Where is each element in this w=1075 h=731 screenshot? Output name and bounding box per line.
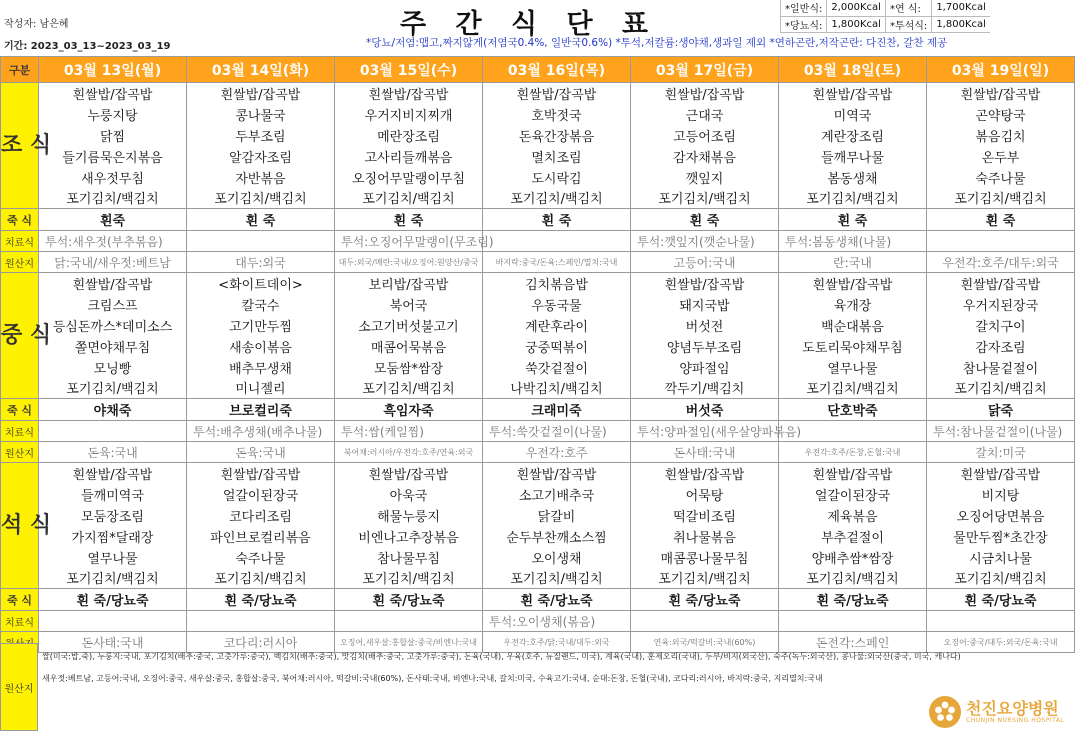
menu-cell: 돼지국밥 — [631, 294, 779, 315]
menu-cell: 볶음김치 — [927, 125, 1075, 146]
menu-cell: 고기만두찜 — [187, 315, 335, 336]
therapy-cell — [483, 231, 631, 252]
origin-cell: 우전각:호주 — [483, 442, 631, 463]
menu-cell: 포기김치/백김치 — [335, 568, 483, 589]
therapy-cell — [779, 611, 927, 632]
day-header: 03월 16일(목) — [483, 57, 631, 83]
origin-cell: 돈육:국내 — [187, 442, 335, 463]
hospital-name: 천진요양병원 — [966, 699, 1059, 718]
menu-cell: 흰쌀밥/잡곡밥 — [927, 463, 1075, 484]
menu-cell: 호박젓국 — [483, 104, 631, 125]
menu-cell: 깍두기/백김치 — [631, 378, 779, 399]
menu-cell: 가지찜*달래장 — [39, 526, 187, 547]
therapy-label: 치료식 — [1, 421, 39, 442]
origin-cell: 북어채:러시아/우전각:호주/연육:외국 — [335, 442, 483, 463]
therapy-cell — [927, 231, 1075, 252]
therapy-cell: 투석:배추생채(배추나물) — [187, 421, 335, 442]
therapy-cell — [187, 231, 335, 252]
calorie-row — [781, 0, 990, 16]
therapy-cell — [187, 611, 335, 632]
therapy-cell: 투석:오징어무말랭이(무조림) — [335, 231, 483, 252]
dish-row — [1, 378, 1075, 399]
menu-cell: 미니젤리 — [187, 378, 335, 399]
calorie-label: *당뇨식: — [781, 16, 827, 32]
porridge-cell: 버섯죽 — [631, 399, 779, 421]
origin-cell: 코다리:러시아 — [187, 632, 335, 653]
menu-cell: 포기김치/백김치 — [631, 568, 779, 589]
menu-cell: 육개장 — [779, 294, 927, 315]
dish-row — [1, 315, 1075, 336]
menu-cell: 흰쌀밥/잡곡밥 — [39, 273, 187, 294]
menu-cell: 흰쌀밥/잡곡밥 — [631, 463, 779, 484]
menu-cell: 미역국 — [779, 104, 927, 125]
menu-cell: 흰쌀밥/잡곡밥 — [187, 83, 335, 104]
origin-cell: 오징어:중국/대두:외국/돈육:국내 — [927, 632, 1075, 653]
therapy-cell — [39, 611, 187, 632]
calorie-label: *투석식: — [885, 16, 931, 32]
menu-cell: 아욱국 — [335, 484, 483, 505]
menu-cell: 부추겉절이 — [779, 526, 927, 547]
menu-cell: 북어국 — [335, 294, 483, 315]
dish-row — [1, 104, 1075, 125]
menu-cell: 비지탕 — [927, 484, 1075, 505]
dish-row — [1, 568, 1075, 589]
menu-cell: 근대국 — [631, 104, 779, 125]
menu-cell: 보리밥/잡곡밥 — [335, 273, 483, 294]
origin-line: 새우젓:베트남, 고등어:국내, 오징어:중국, 새우살:중국, 홍합살:중국, 북어채:러시아, 떡갈비:국내(60%), 돈사태:국내, 비엔나:국내, 갈치:미국, 수육고기:국내, 순대:돈창, 돈혈(국내), 코다리:러시아, 바지락:중국, 지리멸치:국내 — [42, 674, 823, 683]
menu-cell: 들깨미역국 — [39, 484, 187, 505]
dish-row — [1, 188, 1075, 209]
menu-cell: 소고기버섯불고기 — [335, 315, 483, 336]
dish-row — [1, 357, 1075, 378]
hospital-name-en: CHUNJIN NURSING HOSPITAL — [966, 717, 1065, 724]
origin-cell: 연육:외국/떡갈비:국내(60%) — [631, 632, 779, 653]
menu-cell: 닭갈비 — [483, 505, 631, 526]
menu-cell: 어묵탕 — [631, 484, 779, 505]
dish-row — [1, 547, 1075, 568]
page-title: 주 간 식 단 표 — [400, 9, 659, 40]
origin-cell: 고등어:국내 — [631, 252, 779, 273]
dish-row — [1, 125, 1075, 146]
menu-cell: 열무나물 — [779, 357, 927, 378]
calorie-value: 2,000Kcal — [827, 0, 886, 16]
menu-cell: 흰쌀밥/잡곡밥 — [927, 83, 1075, 104]
dish-row — [1, 146, 1075, 167]
origin-cell: 닭:국내/새우젓:베트남 — [39, 252, 187, 273]
menu-cell: 흰쌀밥/잡곡밥 — [631, 83, 779, 104]
menu-cell: 포기김치/백김치 — [187, 188, 335, 209]
calorie-value: 1,700Kcal — [932, 0, 990, 16]
therapy-cell — [335, 611, 483, 632]
menu-cell: 매콤콩나물무침 — [631, 547, 779, 568]
menu-cell: 크림스프 — [39, 294, 187, 315]
menu-cell: 포기김치/백김치 — [39, 568, 187, 589]
calorie-value: 1,800Kcal — [932, 16, 990, 32]
hospital-logo — [928, 695, 1072, 729]
menu-cell: 양념두부조림 — [631, 336, 779, 357]
menu-cell: 포기김치/백김치 — [335, 188, 483, 209]
menu-cell: 흰쌀밥/잡곡밥 — [187, 463, 335, 484]
therapy-cell — [39, 421, 187, 442]
menu-cell: 봄동생채 — [779, 167, 927, 188]
menu-cell: 얼갈이된장국 — [187, 484, 335, 505]
menu-cell: 새우젓무침 — [39, 167, 187, 188]
origin-cell: 돈사태:국내 — [39, 632, 187, 653]
menu-table — [0, 56, 1075, 653]
menu-cell: 곤약탕국 — [927, 104, 1075, 125]
menu-cell: 취나물볶음 — [631, 526, 779, 547]
menu-cell: 매콤어묵볶음 — [335, 336, 483, 357]
menu-cell: 계란후라이 — [483, 315, 631, 336]
therapy-label: 치료식 — [1, 611, 39, 632]
menu-cell: 열무나물 — [39, 547, 187, 568]
porridge-label: 죽 식 — [1, 209, 39, 231]
menu-cell: 오징어당면볶음 — [927, 505, 1075, 526]
menu-cell: 우거지된장국 — [927, 294, 1075, 315]
menu-cell: 흰쌀밥/잡곡밥 — [335, 463, 483, 484]
dish-row — [1, 505, 1075, 526]
menu-cell: 들기름묵은지볶음 — [39, 146, 187, 167]
dish-row — [1, 526, 1075, 547]
porridge-cell: 크래미죽 — [483, 399, 631, 421]
menu-cell: 김치볶음밥 — [483, 273, 631, 294]
origin-cell: 돈전각:스페인 — [779, 632, 927, 653]
menu-cell: 얼갈이된장국 — [779, 484, 927, 505]
origin-footer-label: 원산지 — [0, 643, 38, 731]
menu-cell: 흰쌀밥/잡곡밥 — [39, 83, 187, 104]
menu-cell: 나박김치/백김치 — [483, 378, 631, 399]
menu-cell: 멸치조림 — [483, 146, 631, 167]
origin-cell: 갈치:미국 — [927, 442, 1075, 463]
menu-cell: 배추무생채 — [187, 357, 335, 378]
porridge-cell: 흰 죽 — [631, 209, 779, 231]
menu-cell: 모둠장조림 — [39, 505, 187, 526]
menu-cell: 등심돈까스*데미소스 — [39, 315, 187, 336]
menu-cell: 포기김치/백김치 — [483, 568, 631, 589]
dish-row — [1, 167, 1075, 188]
porridge-cell: 흰 죽 — [335, 209, 483, 231]
therapy-cell — [927, 611, 1075, 632]
menu-cell: 도토리묵야채무침 — [779, 336, 927, 357]
menu-cell: 포기김치/백김치 — [927, 568, 1075, 589]
porridge-cell: 흰 죽/당뇨죽 — [335, 589, 483, 611]
calorie-label: *일반식: — [781, 0, 827, 16]
menu-cell: 누룽지탕 — [39, 104, 187, 125]
menu-cell: 포기김치/백김치 — [483, 188, 631, 209]
menu-cell: 양배추쌈*쌈장 — [779, 547, 927, 568]
therapy-cell: 투석:참나물겉절이(나물) — [927, 421, 1075, 442]
menu-cell: <화이트데이> — [187, 273, 335, 294]
menu-cell: 계란장조림 — [779, 125, 927, 146]
day-header: 03월 18일(토) — [779, 57, 927, 83]
menu-cell: 흰쌀밥/잡곡밥 — [39, 463, 187, 484]
porridge-label: 죽 식 — [1, 399, 39, 421]
porridge-cell: 단호박죽 — [779, 399, 927, 421]
therapy-cell: 투석:깻잎지(깻순나물) — [631, 231, 779, 252]
menu-cell: 감자조림 — [927, 336, 1075, 357]
menu-cell: 물만두찜*초간장 — [927, 526, 1075, 547]
origin-cell: 란:국내 — [779, 252, 927, 273]
menu-cell: 돈육간장볶음 — [483, 125, 631, 146]
dish-row — [1, 336, 1075, 357]
origin-label: 원산지 — [1, 252, 39, 273]
menu-cell: 포기김치/백김치 — [335, 378, 483, 399]
day-header: 03월 13일(월) — [39, 57, 187, 83]
calorie-label: *연 식: — [885, 0, 931, 16]
menu-cell: 흰쌀밥/잡곡밥 — [779, 273, 927, 294]
day-header: 03월 15일(수) — [335, 57, 483, 83]
menu-cell: 해물누룽지 — [335, 505, 483, 526]
menu-cell: 도시락김 — [483, 167, 631, 188]
menu-cell: 오징어무말랭이무침 — [335, 167, 483, 188]
meal-section-label: 조 식 — [1, 83, 39, 209]
menu-cell: 소고기배추국 — [483, 484, 631, 505]
menu-cell: 제육볶음 — [779, 505, 927, 526]
origin-row — [1, 442, 1075, 463]
dish-row — [1, 463, 1075, 484]
menu-cell: 우동국물 — [483, 294, 631, 315]
menu-cell: 고등어조림 — [631, 125, 779, 146]
porridge-cell: 흰 죽/당뇨죽 — [483, 589, 631, 611]
therapy-cell: 투석:새우젓(부추볶음) — [39, 231, 187, 252]
menu-cell: 칼국수 — [187, 294, 335, 315]
origin-cell: 우전각:호주/닭:국내/대두:외국 — [483, 632, 631, 653]
origin-label: 원산지 — [1, 442, 39, 463]
menu-cell: 숙주나물 — [187, 547, 335, 568]
origin-cell: 돈사태:국내 — [631, 442, 779, 463]
day-header: 03월 19일(일) — [927, 57, 1075, 83]
porridge-cell: 야채죽 — [39, 399, 187, 421]
therapy-cell: 투석:봄동생채(나물) — [779, 231, 927, 252]
menu-cell: 알감자조림 — [187, 146, 335, 167]
origin-cell: 오징어,새우살:홍합살:중국/비엔나:국내 — [335, 632, 483, 653]
origin-cell: 우전각:호주/대두:외국 — [927, 252, 1075, 273]
porridge-cell: 닭죽 — [927, 399, 1075, 421]
origin-cell: 대두:외국/메란:국내/오징어:원양산/중국 — [335, 252, 483, 273]
menu-cell: 포기김치/백김치 — [779, 188, 927, 209]
menu-cell: 궁중떡볶이 — [483, 336, 631, 357]
calorie-value: 1,800Kcal — [827, 16, 886, 32]
origin-footer — [0, 643, 1074, 731]
therapy-cell: 투석:오이생채(볶음) — [483, 611, 631, 632]
menu-cell: 떡갈비조림 — [631, 505, 779, 526]
menu-cell: 참나물겉절이 — [927, 357, 1075, 378]
porridge-cell: 흰 죽/당뇨죽 — [631, 589, 779, 611]
porridge-cell: 흰 죽 — [187, 209, 335, 231]
menu-cell: 비엔나고추장볶음 — [335, 526, 483, 547]
day-header-row — [1, 57, 1075, 83]
calorie-table — [780, 0, 990, 33]
menu-cell: 포기김치/백김치 — [927, 378, 1075, 399]
menu-cell: 모둠쌈*쌈장 — [335, 357, 483, 378]
origin-cell: 우전각:호주/돈창,돈혈:국내 — [779, 442, 927, 463]
therapy-row — [1, 421, 1075, 442]
menu-cell: 온두부 — [927, 146, 1075, 167]
meal-section-label: 중 식 — [1, 273, 39, 399]
therapy-cell: 투석:쑥갓겉절이(나물) — [483, 421, 631, 442]
menu-cell: 갈치구이 — [927, 315, 1075, 336]
therapy-cell: 투석:양파절임(새우살양파볶음) — [631, 421, 779, 442]
menu-cell: 흰쌀밥/잡곡밥 — [335, 83, 483, 104]
porridge-cell: 흰 죽 — [483, 209, 631, 231]
menu-cell: 닭찜 — [39, 125, 187, 146]
menu-cell: 포기김치/백김치 — [39, 188, 187, 209]
porridge-cell: 브로컬리죽 — [187, 399, 335, 421]
origin-cell: 바지락:중국/돈육:스페인/멸치:국내 — [483, 252, 631, 273]
origin-line: 쌀(미국:밥,죽), 누룽지:국내, 포기김치(배추:중국, 고춧가루:중국), 백김치(배추:중국), 맛김치(배추:중국, 고춧가루:중국), 돈육(국내), 우육(호주, 뉴질랜드, 미국), 계육(국내), 훈제오리(국내), 두부/비지(외국산), 숙주(녹두:외국산), 콩나물:외국산(중국, 미국, 캐나다) — [42, 652, 961, 661]
diet-note: *당뇨/저염:맵고,짜지않게(저염국0.4%, 일반국0.6%) *투석,저칼륨:생야채,생과일 제외 *연하곤란,저작곤란: 다진찬, 갈찬 제공 — [366, 37, 948, 49]
porridge-cell: 흰 죽/당뇨죽 — [187, 589, 335, 611]
porridge-cell: 흰 죽 — [779, 209, 927, 231]
menu-cell: 고사리들깨볶음 — [335, 146, 483, 167]
menu-cell: 숙주나물 — [927, 167, 1075, 188]
origin-cell: 대두:외국 — [187, 252, 335, 273]
therapy-row — [1, 611, 1075, 632]
dish-row — [1, 484, 1075, 505]
menu-cell: 포기김치/백김치 — [779, 378, 927, 399]
therapy-row — [1, 231, 1075, 252]
menu-cell: 백순대볶음 — [779, 315, 927, 336]
porridge-cell: 흰 죽/당뇨죽 — [779, 589, 927, 611]
menu-cell: 들깨무나물 — [779, 146, 927, 167]
menu-cell: 흰쌀밥/잡곡밥 — [483, 83, 631, 104]
calorie-row — [781, 16, 990, 32]
menu-cell: 포기김치/백김치 — [187, 568, 335, 589]
menu-cell: 순두부찬깨소스찜 — [483, 526, 631, 547]
gubun-header: 구분 — [1, 57, 39, 83]
menu-cell: 우거지비지찌개 — [335, 104, 483, 125]
porridge-row — [1, 209, 1075, 231]
menu-cell: 포기김치/백김치 — [927, 188, 1075, 209]
menu-cell: 흰쌀밥/잡곡밥 — [779, 83, 927, 104]
porridge-label: 죽 식 — [1, 589, 39, 611]
porridge-cell: 흰 죽/당뇨죽 — [927, 589, 1075, 611]
menu-cell: 깻잎지 — [631, 167, 779, 188]
therapy-label: 치료식 — [1, 231, 39, 252]
porridge-cell: 흰죽 — [39, 209, 187, 231]
menu-cell: 콩나물국 — [187, 104, 335, 125]
menu-cell: 흰쌀밥/잡곡밥 — [631, 273, 779, 294]
origin-row — [1, 252, 1075, 273]
menu-cell: 참나물무침 — [335, 547, 483, 568]
porridge-cell: 흰 죽 — [927, 209, 1075, 231]
header — [0, 0, 1074, 56]
menu-cell: 쑥갓겉절이 — [483, 357, 631, 378]
menu-cell: 포기김치/백김치 — [39, 378, 187, 399]
menu-cell: 오이생채 — [483, 547, 631, 568]
menu-cell: 흰쌀밥/잡곡밥 — [483, 463, 631, 484]
porridge-cell: 흰 죽/당뇨죽 — [39, 589, 187, 611]
menu-cell: 포기김치/백김치 — [779, 568, 927, 589]
menu-cell: 포기김치/백김치 — [631, 188, 779, 209]
menu-cell: 흰쌀밥/잡곡밥 — [779, 463, 927, 484]
menu-cell: 메란장조림 — [335, 125, 483, 146]
day-header: 03월 17일(금) — [631, 57, 779, 83]
menu-cell: 두부조림 — [187, 125, 335, 146]
porridge-cell: 흑임자죽 — [335, 399, 483, 421]
menu-cell: 코다리조림 — [187, 505, 335, 526]
origin-cell: 돈육:국내 — [39, 442, 187, 463]
menu-cell: 모닝빵 — [39, 357, 187, 378]
dish-row — [1, 294, 1075, 315]
menu-cell: 쫄면야채무침 — [39, 336, 187, 357]
menu-cell: 감자채볶음 — [631, 146, 779, 167]
porridge-row — [1, 589, 1075, 611]
flower-logo-icon — [928, 695, 962, 729]
author-text: 작성자: 남은혜 — [4, 19, 69, 30]
menu-cell: 양파절임 — [631, 357, 779, 378]
dish-row — [1, 273, 1075, 294]
meal-section-label: 석 식 — [1, 463, 39, 589]
day-header: 03월 14일(화) — [187, 57, 335, 83]
porridge-row — [1, 399, 1075, 421]
menu-cell: 흰쌀밥/잡곡밥 — [927, 273, 1075, 294]
menu-cell: 새송이볶음 — [187, 336, 335, 357]
menu-cell: 자반볶음 — [187, 167, 335, 188]
dish-row — [1, 83, 1075, 104]
menu-cell: 시금치나물 — [927, 547, 1075, 568]
menu-cell: 버섯전 — [631, 315, 779, 336]
period-text: 기간: 2023_03_13~2023_03_19 — [4, 41, 171, 52]
therapy-cell: 투석:쌈(케일찜) — [335, 421, 483, 442]
therapy-cell — [631, 611, 779, 632]
menu-cell: 파인브로컬리볶음 — [187, 526, 335, 547]
